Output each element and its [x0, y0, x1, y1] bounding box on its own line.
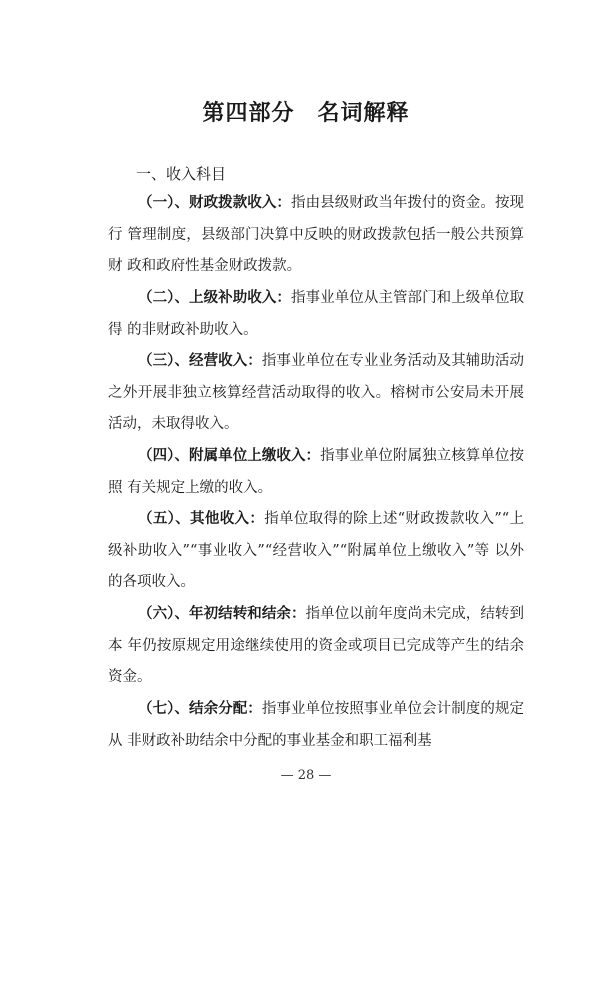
paragraph-item-6	[108, 598, 524, 694]
paragraph-item-4	[108, 440, 524, 504]
term-definition: 指事业单位附属独立核算单位按照 有关规定上缴的收入。	[108, 448, 524, 496]
paragraph-item-3	[108, 345, 524, 441]
term-label: （七）、结余分配：	[138, 700, 262, 717]
paragraph-item-2	[108, 282, 524, 346]
paragraph-item-5	[108, 503, 524, 599]
term-label: （六）、年初结转和结余：	[138, 605, 306, 622]
term-definition: 指事业单位在专业业务活动及其辅助活动之外开展非独立核算经营活动取得的收入。榕树市公安局未开展活动，未取得收入。	[108, 353, 525, 432]
term-definition: 指由县级财政当年拨付的资金。按现行 管理制度，县级部门决算中反映的财政拨款包括一般公共预算财 政和政府性基金财政拨款。	[108, 195, 525, 274]
term-label: （四）、附属单位上缴收入：	[138, 447, 321, 464]
term-label: （五）、其他收入：	[138, 510, 265, 527]
term-definition: 指单位以前年度尚未完成，结转到本 年仍按原规定用途继续使用的资金或项目已完成等产生的结余资金。	[108, 606, 525, 685]
term-label: （三）、经营收入：	[138, 352, 262, 369]
paragraph-item-7	[108, 693, 524, 757]
page-number: — 28 —	[280, 768, 332, 783]
page-title: 第四部分 名词解释	[202, 100, 410, 126]
section-heading: 一、收入科目	[136, 165, 227, 183]
term-definition: 指事业单位从主管部门和上级单位取得 的非财政补助收入。	[108, 290, 525, 338]
paragraph-item-1	[108, 187, 524, 283]
term-label: （一）、财政拨款收入：	[138, 194, 291, 211]
term-definition: 指单位取得的除上述“财政拨款收入”“上 级补助收入”“事业收入”“经营收入”“附属单位上缴收入”等 以外的各项收入。	[108, 511, 524, 590]
term-definition: 指事业单位按照事业单位会计制度的规定从 非财政补助结余中分配的事业基金和职工福利基	[108, 701, 525, 749]
term-label: （二）、上级补助收入：	[138, 289, 291, 306]
